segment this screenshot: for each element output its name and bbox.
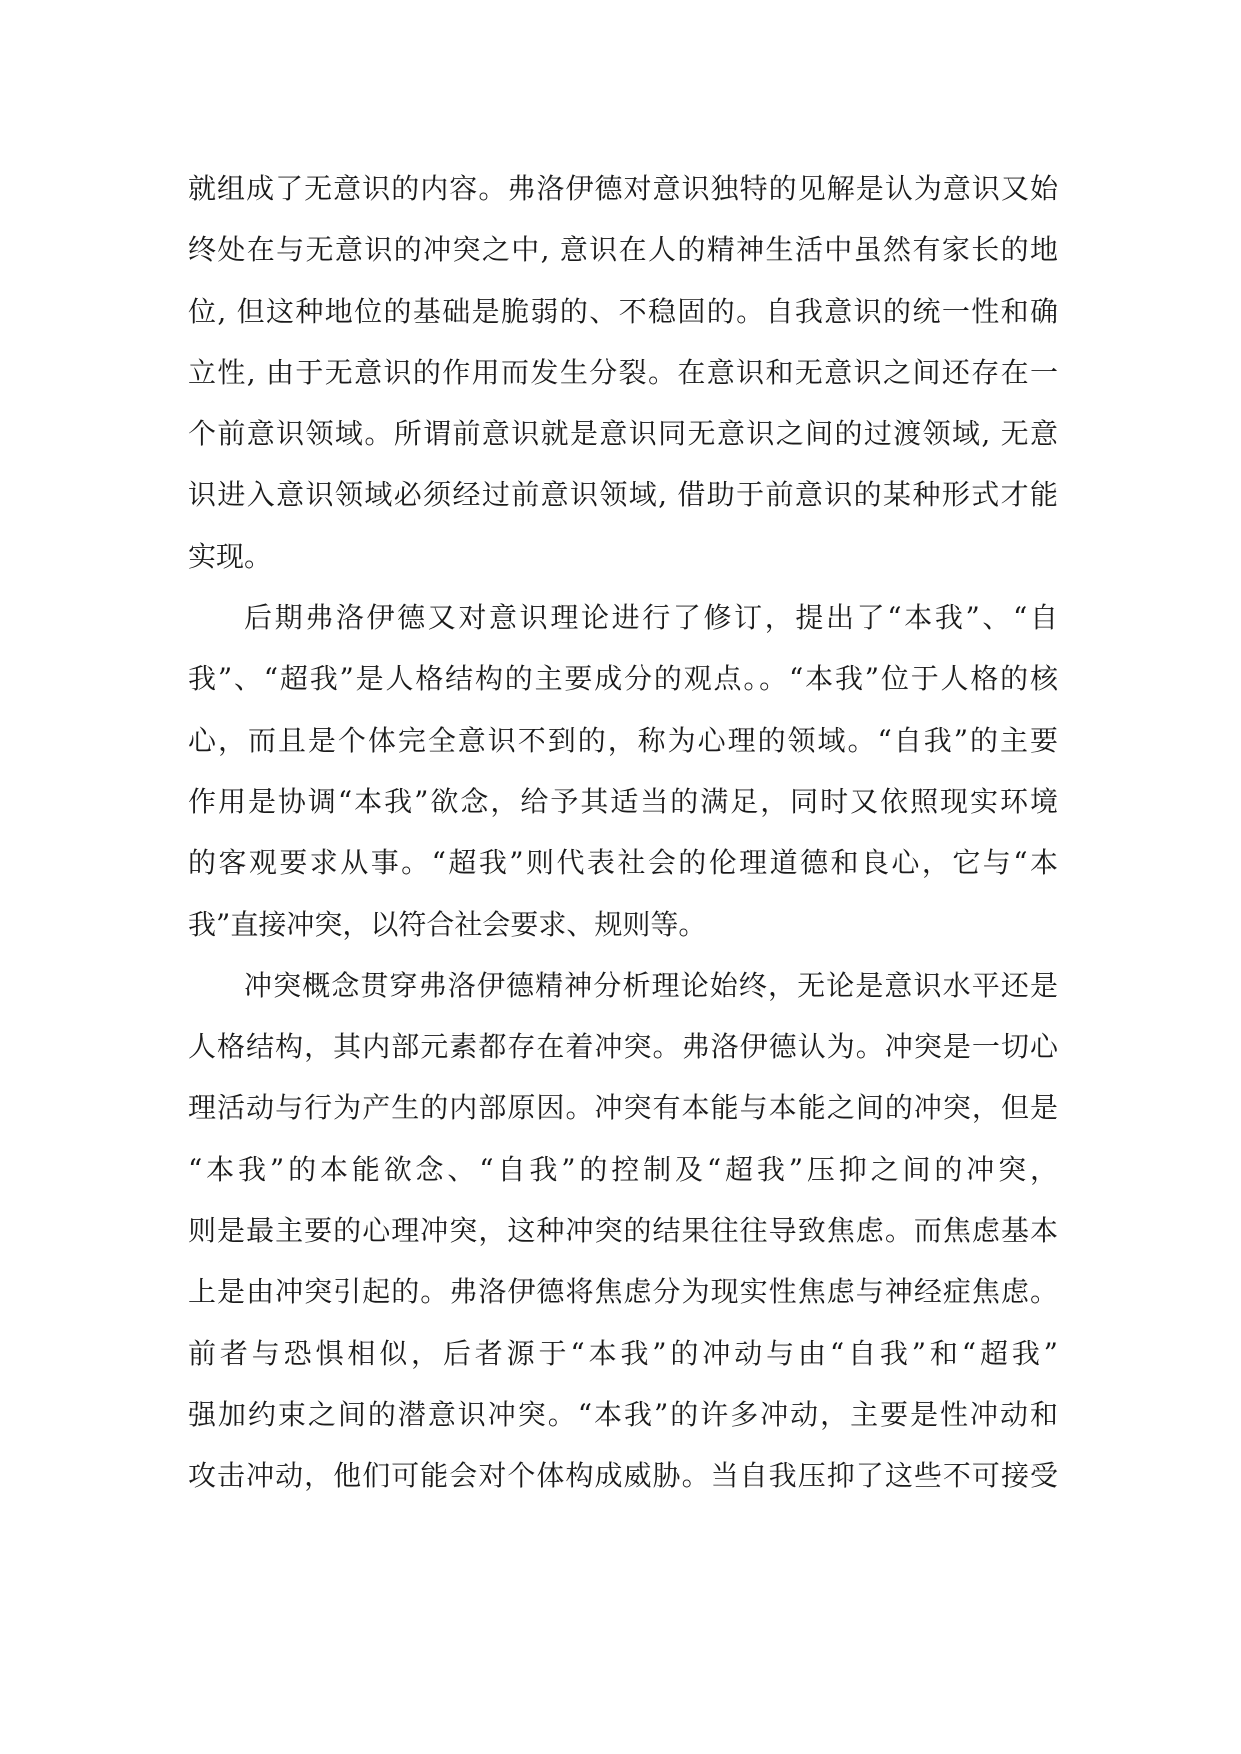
text-line: 实现。 (188, 539, 273, 573)
text-line: 攻击冲动，他们可能会对个体构成威胁。当自我压抑了这些不可接受 (188, 1459, 1058, 1493)
text-line: 冲突概念贯穿弗洛伊德精神分析理论始终，无论是意识水平还是 (244, 968, 1058, 1002)
text-line: 理活动与行为产生的内部原因。冲突有本能与本能之间的冲突，但是 (188, 1091, 1058, 1125)
text-line: 就组成了无意识的内容。弗洛伊德对意识独特的见解是认为意识又始 (188, 172, 1058, 205)
text-line: 后期弗洛伊德又对意识理论进行了修订，提出了“本我”、“自 (244, 601, 1058, 635)
text-line: 上是由冲突引起的。弗洛伊德将焦虑分为现实性焦虑与神经症焦虑。 (188, 1275, 1058, 1309)
text-line: “本我”的本能欲念、“自我”的控制及“超我”压抑之间的冲突， (188, 1152, 1058, 1186)
text-line: 的客观要求从事。“超我”则代表社会的伦理道德和良心，它与“本 (188, 846, 1058, 880)
text-line: 则是最主要的心理冲突，这种冲突的结果往往导致焦虑。而焦虑基本 (188, 1214, 1058, 1248)
body-text (188, 158, 1058, 1507)
text-line: 作用是协调“本我”欲念，给予其适当的满足，同时又依照现实环境 (188, 784, 1058, 818)
text-line: 心，而且是个体完全意识不到的，称为心理的领域。“自我”的主要 (188, 723, 1058, 757)
text-line: 个前意识领域。所谓前意识就是意识同无意识之间的过渡领域, 无意 (188, 417, 1058, 451)
text-line: 人格结构，其内部元素都存在着冲突。弗洛伊德认为。冲突是一切心 (188, 1030, 1058, 1064)
text-line: 前者与恐惧相似，后者源于“本我”的冲动与由“自我”和“超我” (188, 1336, 1058, 1370)
text-line: 立性, 由于无意识的作用而发生分裂。在意识和无意识之间还存在一 (188, 355, 1058, 389)
text-line: 我”、“超我”是人格结构的主要成分的观点。。“本我”位于人格的核 (188, 662, 1058, 696)
text-line: 终处在与无意识的冲突之中, 意识在人的精神生活中虽然有家长的地 (188, 233, 1058, 267)
text-line: 识进入意识领域必须经过前意识领域, 借助于前意识的某种形式才能 (188, 478, 1058, 512)
text-line: 强加约束之间的潜意识冲突。“本我”的许多冲动，主要是性冲动和 (188, 1397, 1058, 1431)
text-line: 我”直接冲突，以符合社会要求、规则等。 (188, 907, 707, 941)
text-line: 位, 但这种地位的基础是脆弱的、不稳固的。自我意识的统一性和确 (188, 294, 1058, 328)
